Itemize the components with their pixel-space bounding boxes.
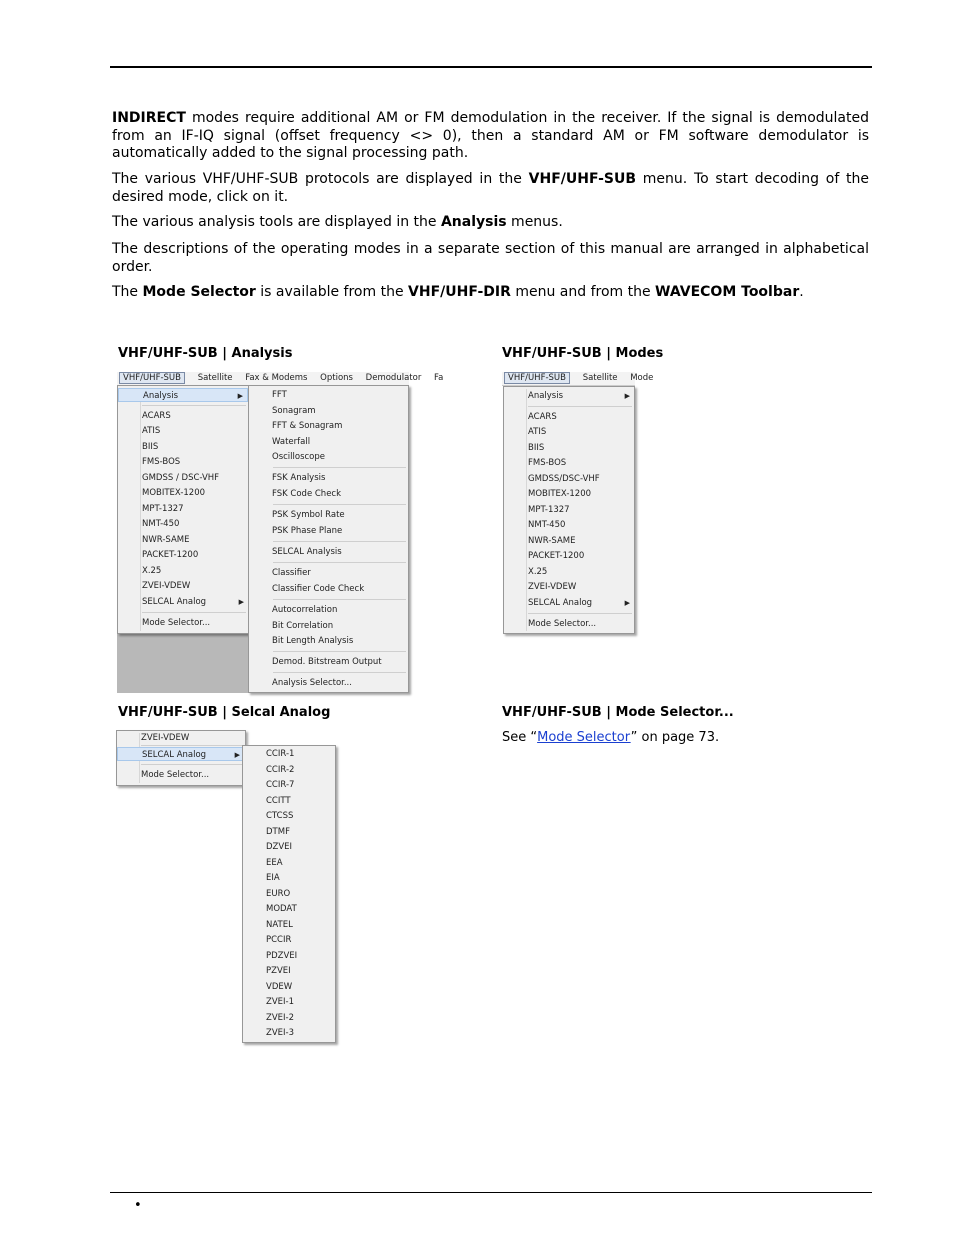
selcal-item[interactable]: DTMF [266,826,290,837]
analysis-item[interactable]: Analysis Selector... [272,678,352,688]
analysis-item[interactable]: FSK Analysis [272,473,326,483]
menu-item-selcal-analog[interactable]: SELCAL Analog ▶ [117,747,245,761]
menu-item-mode[interactable]: ACARS [142,411,171,421]
caption-modes: VHF/UHF-SUB | Modes [502,346,664,361]
footer-rule [110,1192,872,1193]
menu-item-mode[interactable]: MPT-1327 [528,505,570,515]
submenu-arrow-icon: ▶ [234,751,240,759]
menu-item-mode[interactable]: NMT-450 [528,520,566,530]
selcal-parent-menu [116,730,246,786]
menu-item-mode[interactable]: NMT-450 [142,519,180,529]
menu-item-mode[interactable]: FMS-BOS [528,458,567,468]
analysis-item[interactable]: Autocorrelation [272,605,338,615]
paragraph-mode-selector: The Mode Selector is available from the VHF/UHF-DIR menu and from the WAVECOM Toolbar. [112,284,804,300]
menu-item-selcal-analog[interactable]: SELCAL Analog ▶ [528,598,630,608]
selcal-item[interactable]: EEA [266,857,283,868]
menu-satellite[interactable]: Satellite [197,373,233,383]
analysis-item[interactable]: PSK Symbol Rate [272,510,345,520]
analysis-item[interactable]: Oscilloscope [272,452,326,462]
menu-item-mode[interactable]: ZVEI-VDEW [142,581,191,591]
menu-item-mode[interactable]: PACKET-1200 [528,551,585,561]
menu-item-mode[interactable]: MPT-1327 [142,504,184,514]
modes-menu-standalone [503,386,635,634]
menubar [117,372,444,386]
menu-item-analysis[interactable]: Analysis ▶ [118,388,248,402]
menu-item-mode[interactable]: GMDSS/DSC-VHF [528,474,600,484]
selcal-item[interactable]: PCCIR [266,935,292,945]
menu-item-mode[interactable]: ACARS [528,412,557,422]
menu-item-mode[interactable]: PACKET-1200 [142,550,199,560]
menu-item-mode[interactable]: NWR-SAME [528,536,576,546]
menu-vhf-uhf-sub[interactable]: VHF/UHF-SUB [119,372,185,384]
paragraph-indirect: INDIRECT modes require additional AM or FM demodulation in the receiver. If the signal is demodulated from an IF-IQ signal (offset frequency <> 0), then a standard AM or FM software demodulator is automatically added to the signal processing path. [112,110,869,161]
menu-item-mode[interactable]: ZVEI-VDEW [528,582,577,592]
selcal-item[interactable]: EIA [266,873,280,883]
menu-item-mode[interactable]: GMDSS / DSC-VHF [142,473,220,483]
submenu-arrow-icon: ▶ [624,599,630,607]
paragraph-protocols: The various VHF/UHF-SUB protocols are displayed in the VHF/UHF-SUB menu. To start decoding of the desired mode, click on it. [112,171,869,205]
menu-options[interactable]: Options [320,373,353,383]
paragraph-analysis: The various analysis tools are displayed in the Analysis menus. [112,214,563,230]
selcal-item[interactable]: PZVEI [266,966,291,976]
mode-selector-link[interactable]: Mode Selector [537,730,631,745]
selcal-item[interactable]: DZVEI [266,842,293,852]
selcal-item[interactable]: VDEW [266,981,293,992]
analysis-item[interactable]: Sonagram [272,406,316,416]
selcal-item[interactable]: NATEL [266,919,293,930]
menu-vhf-uhf-sub[interactable]: VHF/UHF-SUB [504,372,570,384]
menu-fax-modems[interactable]: Fax & Modems [245,373,308,383]
menu-item-mode[interactable]: ATIS [142,426,161,436]
menu-satellite[interactable]: Satellite [582,373,618,383]
selcal-item[interactable]: MODAT [266,904,297,914]
menu-item-mode[interactable]: ZVEI-VDEW [141,733,190,743]
analysis-item[interactable]: Bit Length Analysis [272,636,354,646]
menu-truncated[interactable]: Fa [434,373,444,383]
analysis-item[interactable]: Waterfall [272,437,311,447]
menu-demodulator[interactable]: Demodulator [365,373,422,383]
paragraph-descriptions: The descriptions of the operating modes in a separate section of this manual are arranged in alphabetical order. [112,241,869,275]
menu-item-mode-selector[interactable]: Mode Selector... [528,619,597,629]
analysis-submenu [248,385,409,693]
menu-item-mode[interactable]: BIIS [142,442,159,452]
selcal-item[interactable]: CCIR-1 [266,749,295,759]
selcal-item[interactable]: ZVEI-1 [266,997,294,1007]
submenu-arrow-icon: ▶ [624,392,630,400]
see-reference: See “Mode Selector” on page 73. [502,730,720,745]
menu-item-mode[interactable]: MOBITEX-1200 [528,489,592,499]
modes-menu [117,385,249,634]
caption-analysis: VHF/UHF-SUB | Analysis [118,346,293,361]
menu-item-mode[interactable]: BIIS [528,443,545,453]
analysis-item[interactable]: Classifier [272,568,311,578]
menu-item-selcal-analog[interactable]: SELCAL Analog ▶ [142,597,244,607]
menu-truncated[interactable]: Mode [630,373,654,383]
menu-item-mode-selector[interactable]: Mode Selector... [142,618,211,628]
analysis-item[interactable]: Demod. Bitstream Output [272,657,382,667]
footer-bullet: • [134,1198,142,1213]
submenu-arrow-icon: ▶ [238,598,244,606]
menu-item-mode[interactable]: NWR-SAME [142,535,190,545]
caption-selcal: VHF/UHF-SUB | Selcal Analog [118,705,331,720]
analysis-item[interactable]: FSK Code Check [272,489,342,499]
selcal-item[interactable]: ZVEI-3 [266,1028,294,1038]
menu-item-mode[interactable]: MOBITEX-1200 [142,488,206,498]
menu-item-mode[interactable]: ATIS [528,427,547,437]
selcal-item[interactable]: CCITT [266,795,291,806]
submenu-arrow-icon: ▶ [237,392,243,400]
selcal-item[interactable]: EURO [266,888,291,899]
selcal-item[interactable]: CCIR-2 [266,764,295,775]
header-rule [110,66,872,68]
analysis-item[interactable]: PSK Phase Plane [272,526,343,536]
analysis-item[interactable]: SELCAL Analysis [272,547,342,557]
menu-item-mode-selector[interactable]: Mode Selector... [141,770,210,780]
analysis-item[interactable]: Classifier Code Check [272,584,365,594]
caption-mode-selector: VHF/UHF-SUB | Mode Selector... [502,705,734,720]
analysis-item[interactable]: FFT & Sonagram [272,421,343,431]
menu-item-mode[interactable]: X.25 [142,566,162,576]
selcal-item[interactable]: PDZVEI [266,950,298,961]
selcal-submenu [242,745,336,1043]
menu-item-analysis[interactable]: Analysis ▶ [528,391,630,401]
analysis-item[interactable]: Bit Correlation [272,621,334,631]
menu-item-mode[interactable]: X.25 [528,567,548,577]
selcal-item[interactable]: CTCSS [266,811,294,821]
menu-item-mode[interactable]: FMS-BOS [142,457,181,467]
selcal-item[interactable]: CCIR-7 [266,780,295,790]
menubar-modes [502,372,654,386]
analysis-item[interactable]: FFT [272,390,287,400]
selcal-item[interactable]: ZVEI-2 [266,1012,294,1023]
background-area [117,633,249,693]
